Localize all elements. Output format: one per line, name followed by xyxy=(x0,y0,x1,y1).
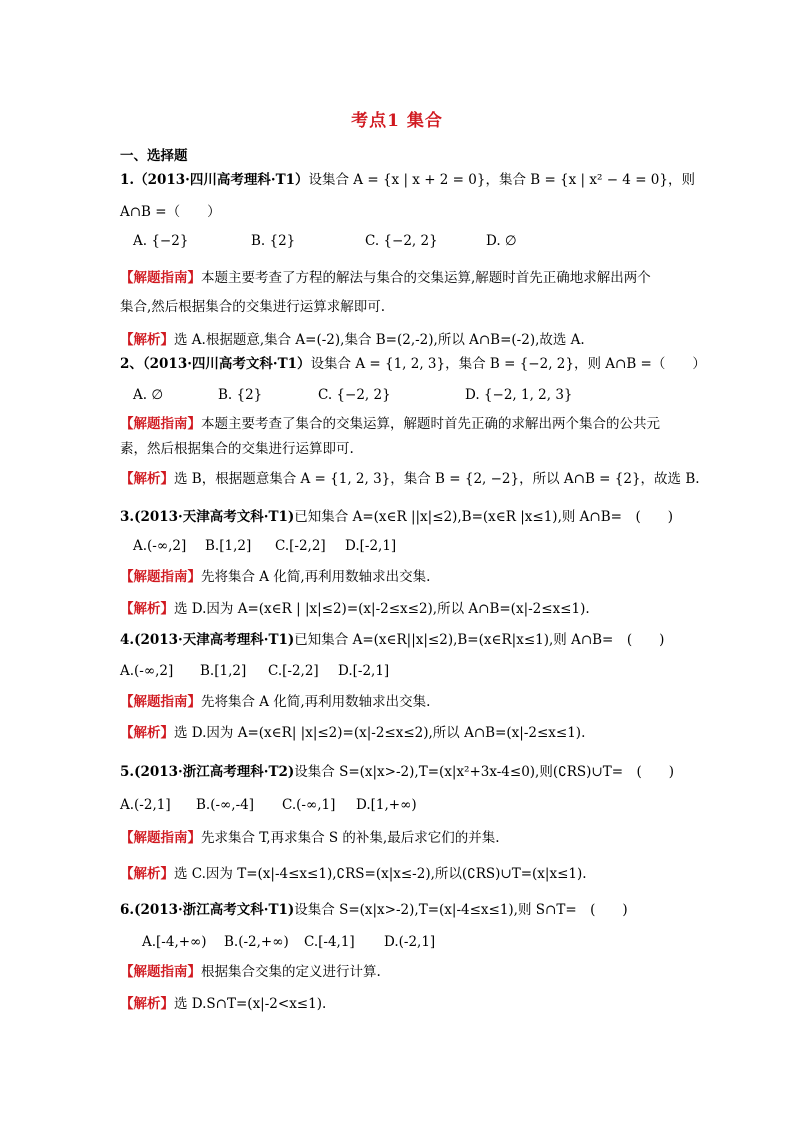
guide-text: 本题主要考查了方程的解法与集合的交集运算,解题时首先正确地求解出两个 xyxy=(201,270,651,286)
option-b: B. {2} xyxy=(218,387,263,403)
question-1-text: 设集合 A = {x | x + 2 = 0}，集合 B = {x | x² − 4 = 0}，则 xyxy=(308,172,695,188)
question-2-text: 设集合 A = {1, 2, 3}，集合 B = {−2, 2}，则 A∩B =（ ） xyxy=(310,356,706,372)
question-3-guide xyxy=(120,567,430,587)
guide-tag: 【解题指南】 xyxy=(120,270,201,286)
option-b: B. {2} xyxy=(251,233,296,249)
question-3-analysis xyxy=(120,599,590,619)
question-2-stem xyxy=(120,354,706,374)
option-a: A. {−2} xyxy=(133,233,189,249)
analysis-text: 选 C.因为 T=(x|-4≤x≤1),∁RS=(x|x≤-2),所以(∁RS)∪T=(x|x≤1). xyxy=(174,866,587,882)
analysis-tag: 【解析】 xyxy=(120,332,174,348)
question-5-text: 设集合 S=(x|x>-2),T=(x|x²+3x-4≤0),则(∁RS)∪T= ( ) xyxy=(294,764,675,780)
question-1-stem-cont: A∩B =（ ） xyxy=(120,204,221,220)
option-c: C.(-∞,1] xyxy=(282,797,336,813)
option-a: A.(-∞,2] xyxy=(133,538,187,554)
analysis-tag: 【解析】 xyxy=(120,601,174,617)
question-5-analysis xyxy=(120,864,587,884)
guide-text: 先将集合 A 化简,再利用数轴求出交集. xyxy=(201,569,431,585)
question-4-analysis xyxy=(120,723,585,743)
question-3-options xyxy=(133,536,396,556)
question-3-text: 已知集合 A=(x∈R ||x|≤2),B=(x∈R |x≤1),则 A∩B= ( ) xyxy=(294,509,673,525)
option-d: D.(-2,1] xyxy=(384,934,436,950)
analysis-text: 选 A.根据题意,集合 A=(-2),集合 B=(2,-2),所以 A∩B=(-2),故选 A. xyxy=(174,332,585,348)
question-6-stem xyxy=(120,900,628,920)
guide-text: 本题主要考查了集合的交集运算，解题时首先正确的求解出两个集合的公共元 xyxy=(201,416,660,432)
analysis-tag: 【解析】 xyxy=(120,725,174,741)
analysis-tag: 【解析】 xyxy=(120,996,174,1012)
question-5-options xyxy=(120,795,417,815)
option-a: A. ∅ xyxy=(133,387,164,403)
question-3-stem xyxy=(120,507,673,527)
question-2-options xyxy=(133,385,573,405)
question-4-text: 已知集合 A=(x∈R||x|≤2),B=(x∈R|x≤1),则 A∩B= ( ) xyxy=(294,632,665,648)
question-6-analysis xyxy=(120,994,326,1014)
question-6-guide xyxy=(120,962,381,982)
analysis-tag: 【解析】 xyxy=(120,471,174,487)
question-4-guide xyxy=(120,692,430,712)
analysis-text: 选 D.S∩T=(x|-2<x≤1). xyxy=(174,996,327,1012)
guide-tag: 【解题指南】 xyxy=(120,964,201,980)
option-c: C. {−2, 2} xyxy=(318,387,391,403)
option-a: A.(-2,1] xyxy=(120,797,171,813)
option-d: D.[1,+∞) xyxy=(356,797,417,813)
guide-text: 先求集合 T,再求集合 S 的补集,最后求它们的并集. xyxy=(201,830,500,846)
question-2-guide xyxy=(120,414,660,434)
question-1-guide-cont: 集合,然后根据集合的交集进行运算求解即可. xyxy=(120,299,386,315)
page-title: 考点1 集合 xyxy=(351,111,443,131)
question-2-guide-cont: 素，然后根据集合的交集进行运算即可. xyxy=(120,441,354,457)
question-5-guide xyxy=(120,828,500,848)
analysis-text: 选 B，根据题意集合 A = {1, 2, 3}，集合 B = {2, −2}，所以 A∩B = {2}，故选 B. xyxy=(174,471,700,487)
option-c: C.[-2,2] xyxy=(275,538,326,554)
option-b: B.[1,2] xyxy=(200,663,247,679)
option-c: C.[-2,2] xyxy=(268,663,319,679)
guide-tag: 【解题指南】 xyxy=(120,830,201,846)
question-5-source: 5.(2013·浙江高考理科·T2) xyxy=(120,764,295,780)
question-1-analysis xyxy=(120,330,585,350)
analysis-tag: 【解析】 xyxy=(120,866,174,882)
question-1-options xyxy=(133,231,517,251)
guide-tag: 【解题指南】 xyxy=(120,569,201,585)
question-6-text: 设集合 S=(x|x>-2),T=(x|-4≤x≤1),则 S∩T= ( ) xyxy=(294,902,628,918)
section-heading: 一、选择题 xyxy=(120,148,188,164)
question-1-stem xyxy=(120,170,695,190)
option-d: D.[-2,1] xyxy=(338,663,390,679)
question-6-source: 6.(2013·浙江高考文科·T1) xyxy=(120,902,295,918)
question-4-stem xyxy=(120,630,664,650)
question-2-source: 2、（2013·四川高考文科·T1） xyxy=(120,356,311,372)
question-1-source: 1.（2013·四川高考理科·T1） xyxy=(120,172,309,188)
option-a: A.[-4,+∞) xyxy=(142,934,207,950)
guide-tag: 【解题指南】 xyxy=(120,416,201,432)
option-d: D. {−2, 1, 2, 3} xyxy=(465,387,573,403)
option-b: B.(-∞,-4] xyxy=(196,797,254,813)
analysis-text: 选 D.因为 A=(x∈R | |x|≤2)=(x|-2≤x≤2),所以 A∩B=(x|-2≤x≤1). xyxy=(174,601,590,617)
analysis-text: 选 D.因为 A=(x∈R| |x|≤2)=(x|-2≤x≤2),所以 A∩B=(x|-2≤x≤1). xyxy=(174,725,586,741)
question-1-guide xyxy=(120,268,651,288)
question-4-source: 4.(2013·天津高考理科·T1) xyxy=(120,632,295,648)
question-3-source: 3.(2013·天津高考文科·T1) xyxy=(120,509,295,525)
question-4-options xyxy=(120,661,389,681)
option-d: D. ∅ xyxy=(486,233,517,249)
option-c: C. {−2, 2} xyxy=(365,233,438,249)
option-b: B.(-2,+∞) xyxy=(224,934,289,950)
question-5-stem xyxy=(120,762,674,782)
option-d: D.[-2,1] xyxy=(345,538,397,554)
guide-text: 根据集合交集的定义进行计算. xyxy=(201,964,381,980)
question-2-analysis xyxy=(120,469,700,489)
option-a: A.(-∞,2] xyxy=(120,663,174,679)
guide-tag: 【解题指南】 xyxy=(120,694,201,710)
guide-text: 先将集合 A 化简,再利用数轴求出交集. xyxy=(201,694,431,710)
option-c: C.[-4,1] xyxy=(304,934,355,950)
option-b: B.[1,2] xyxy=(205,538,252,554)
question-6-options xyxy=(142,932,435,952)
